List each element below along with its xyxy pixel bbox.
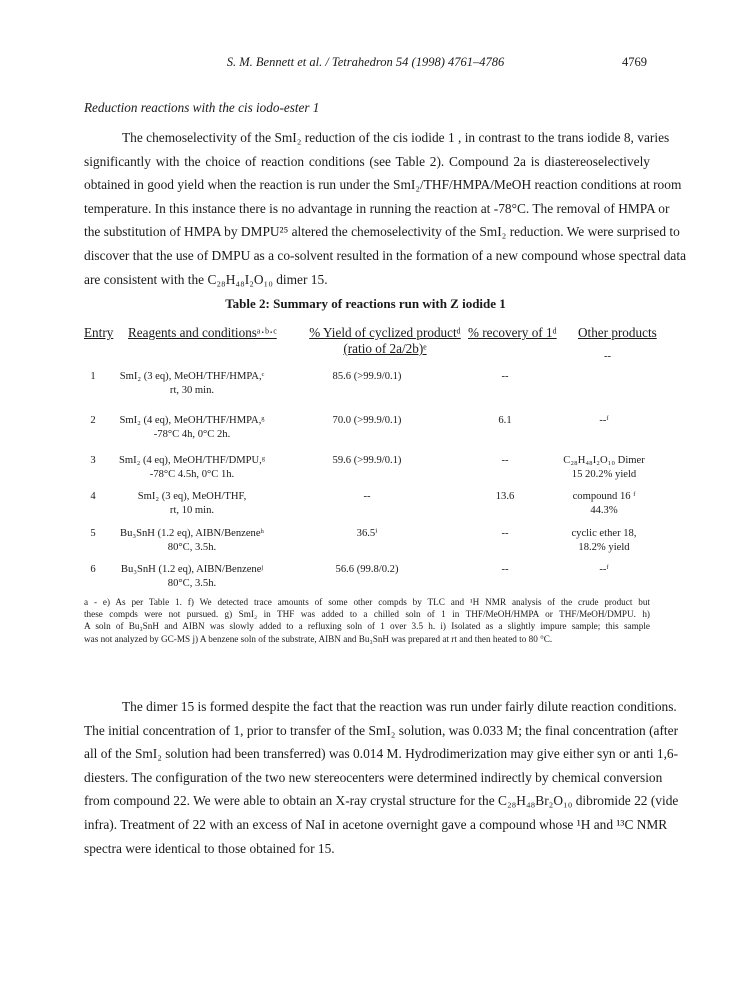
cell-other-line: cyclic ether 18, [571,528,637,539]
column-header-yield-label: % Yield of cyclized productᵈ [309,325,461,340]
cell-other-line: 44.3% [590,505,618,516]
paragraph-line: obtained in good yield when the reaction is run under the SmI₂/THF/HMPA/MeOH reaction conditions at room [84,177,682,193]
cell-yield: 70.0 (>99.9/0.1) [332,415,402,426]
paragraph-line: The dimer 15 is formed despite the fact that the reaction was run under fairly dilute reaction conditions. [122,699,677,714]
page-header [0,55,731,75]
cell-entry: 2 [90,415,96,426]
paragraph-line: all of the SmI₂ solution had been transferred) was 0.014 M. Hydrodimerization may give either syn or anti 1,6- [84,746,679,762]
footnote-line: a - e) As per Table 1. f) We detected trace amounts of some other compds by TLC and ¹H NMR analysis of the crude product but [84,597,650,607]
cell-other [554,563,654,577]
running-head: S. M. Bennett et al. / Tetrahedron 54 (1998) 4761–4786 [226,55,505,69]
paragraph-line: The initial concentration of 1, prior to transfer of the SmI₂ solution, was 0.033 M; the final concentration (after [84,722,679,738]
paragraph-line: are consistent with the C₂₈H₄₈I₂O₁₀ dimer 15. [84,271,328,287]
column-header-recovery: % recovery of 1ᵈ [468,325,557,340]
page-number: 4769 [622,55,647,69]
cell-other [554,414,654,428]
cell-other [554,527,654,555]
cell-other-line: --ᶠ [599,415,609,426]
cell-recovery: 6.1 [498,415,512,426]
paragraph-2 [84,695,679,860]
cell-reagents-line: SmI₂ (4 eq), MeOH/THF/DMPU,ᵍ [118,455,266,466]
cell-other-line: --ᶠ [599,564,609,575]
cell-reagents-line: SmI₂ (3 eq), MeOH/THF/HMPA,ᶜ [119,371,265,382]
cell-reagents [108,527,276,555]
cell-recovery: 13.6 [495,491,515,502]
cell-recovery: -- [501,564,509,575]
cell-conditions-line: rt, 30 min. [169,385,215,396]
cell-entry: 5 [90,528,96,539]
cell-reagents-line: SmI₂ (4 eq), MeOH/THF/HMPA,ᵍ [119,415,265,426]
cell-reagents [108,563,276,591]
paragraph-line: temperature. In this instance there is no advantage in running the reaction at -78°C. The removal of HMPA or [84,200,670,216]
table-footnote [84,596,650,645]
cell-yield: 85.6 (>99.9/0.1) [332,371,402,382]
cell-reagents-line: SmI₂ (3 eq), MeOH/THF, [137,491,247,502]
cell-conditions-line: rt, 10 min. [169,505,215,516]
cell-yield: 56.6 (99.8/0.2) [335,564,399,575]
cell-conditions-line: 80°C, 3.5h. [167,578,217,589]
cell-other [554,454,654,482]
cell-other-line: C₂₈H₄₈I₂O₁₀ Dimer [563,455,645,466]
cell-yield: -- [363,491,371,502]
cell-entry: 4 [90,491,96,502]
cell-other-line: compound 16 ᶠ [572,491,636,502]
cell-reagents-line: Bu₃SnH (1.2 eq), AIBN/Benzeneʲ [120,564,264,575]
paragraph-line: discover that the use of DMPU as a co-solvent resulted in the formation of a new compound whose spectral data [84,247,687,263]
cell-conditions-line: -78°C 4.5h, 0°C 1h. [149,469,235,480]
paragraph-line: significantly with the choice of reaction conditions (see Table 2). Compound 2a is diastereoselectively [84,153,650,169]
paragraph-line: infra). Treatment of 22 with an excess of NaI in acetone overnight gave a compound whose ¹H and ¹³C NMR [84,816,668,832]
cell-conditions-line: -78°C 4h, 0°C 2h. [153,429,231,440]
paragraph-1 [84,126,687,291]
column-header-reagents: Reagents and conditionsᵃ·ᵇ·ᶜ [128,325,277,340]
cell-recovery: -- [501,455,509,466]
cell-yield: 59.6 (>99.9/0.1) [332,455,402,466]
footnote-line: A soln of Bu₃SnH and AIBN was slowly added to a refluxing soln of 1 over 3.5 h. i) Isolated as a slightly impure sample; this sample [84,621,650,632]
footnote-line: was not analyzed by GC-MS j) A benzene soln of the substrate, AIBN and Bu₃SnH was prepared at rt and then heated to 80 °C. [84,633,553,644]
cell-other-line: 18.2% yield [578,542,630,553]
cell-reagents-line: Bu₃SnH (1.2 eq), AIBN/Benzeneʰ [120,528,264,539]
column-header-yield-ratio: (ratio of 2a/2b)ᵉ [343,341,427,356]
cell-other-line: 15 20.2% yield [571,469,637,480]
paragraph-line: diesters. The configuration of the two new stereocenters were determined indirectly by chemical conversion [84,769,663,785]
paragraph-line: the substitution of HMPA by DMPU²⁵ altered the chemoselectivity of the SmI₂ reduction. We were surprised to [84,224,680,240]
paragraph-line: The chemoselectivity of the SmI₂ reduction of the cis iodide 1 , in contrast to the trans iodide 8, varies [122,130,670,145]
table-title: Table 2: Summary of reactions run with Z iodide 1 [225,296,506,311]
column-header-entry: Entry [84,325,114,340]
paragraph-line: from compound 22. We were able to obtain an X-ray crystal structure for the C₂₈H₄₈Br₂O₁₀ dibromide 22 (vide [84,793,679,809]
other-products-dash: -- [604,351,612,362]
cell-reagents [108,370,276,398]
cell-reagents [108,454,276,482]
column-header-other: Other products [578,325,657,340]
cell-other [554,490,654,518]
paragraph-line: spectra were identical to those obtained for 15. [84,840,335,856]
cell-entry: 6 [90,564,96,575]
cell-yield: 36.5ⁱ [356,528,378,539]
cell-recovery: -- [501,371,509,382]
cell-reagents [108,414,276,442]
cell-recovery: -- [501,528,509,539]
cell-entry: 3 [90,455,96,466]
cell-reagents [108,490,276,518]
section-title: Reduction reactions with the cis iodo-ester 1 [84,100,320,115]
column-header-yield [290,325,480,357]
footnote-line: these compds were not pursued. g) SmI₂ in THF was added to a chilled soln of 1 in THF/MeOH/HMPA or THF/MeOH/DMPU. h) [84,609,650,620]
cell-conditions-line: 80°C, 3.5h. [167,542,217,553]
cell-entry: 1 [90,371,96,382]
